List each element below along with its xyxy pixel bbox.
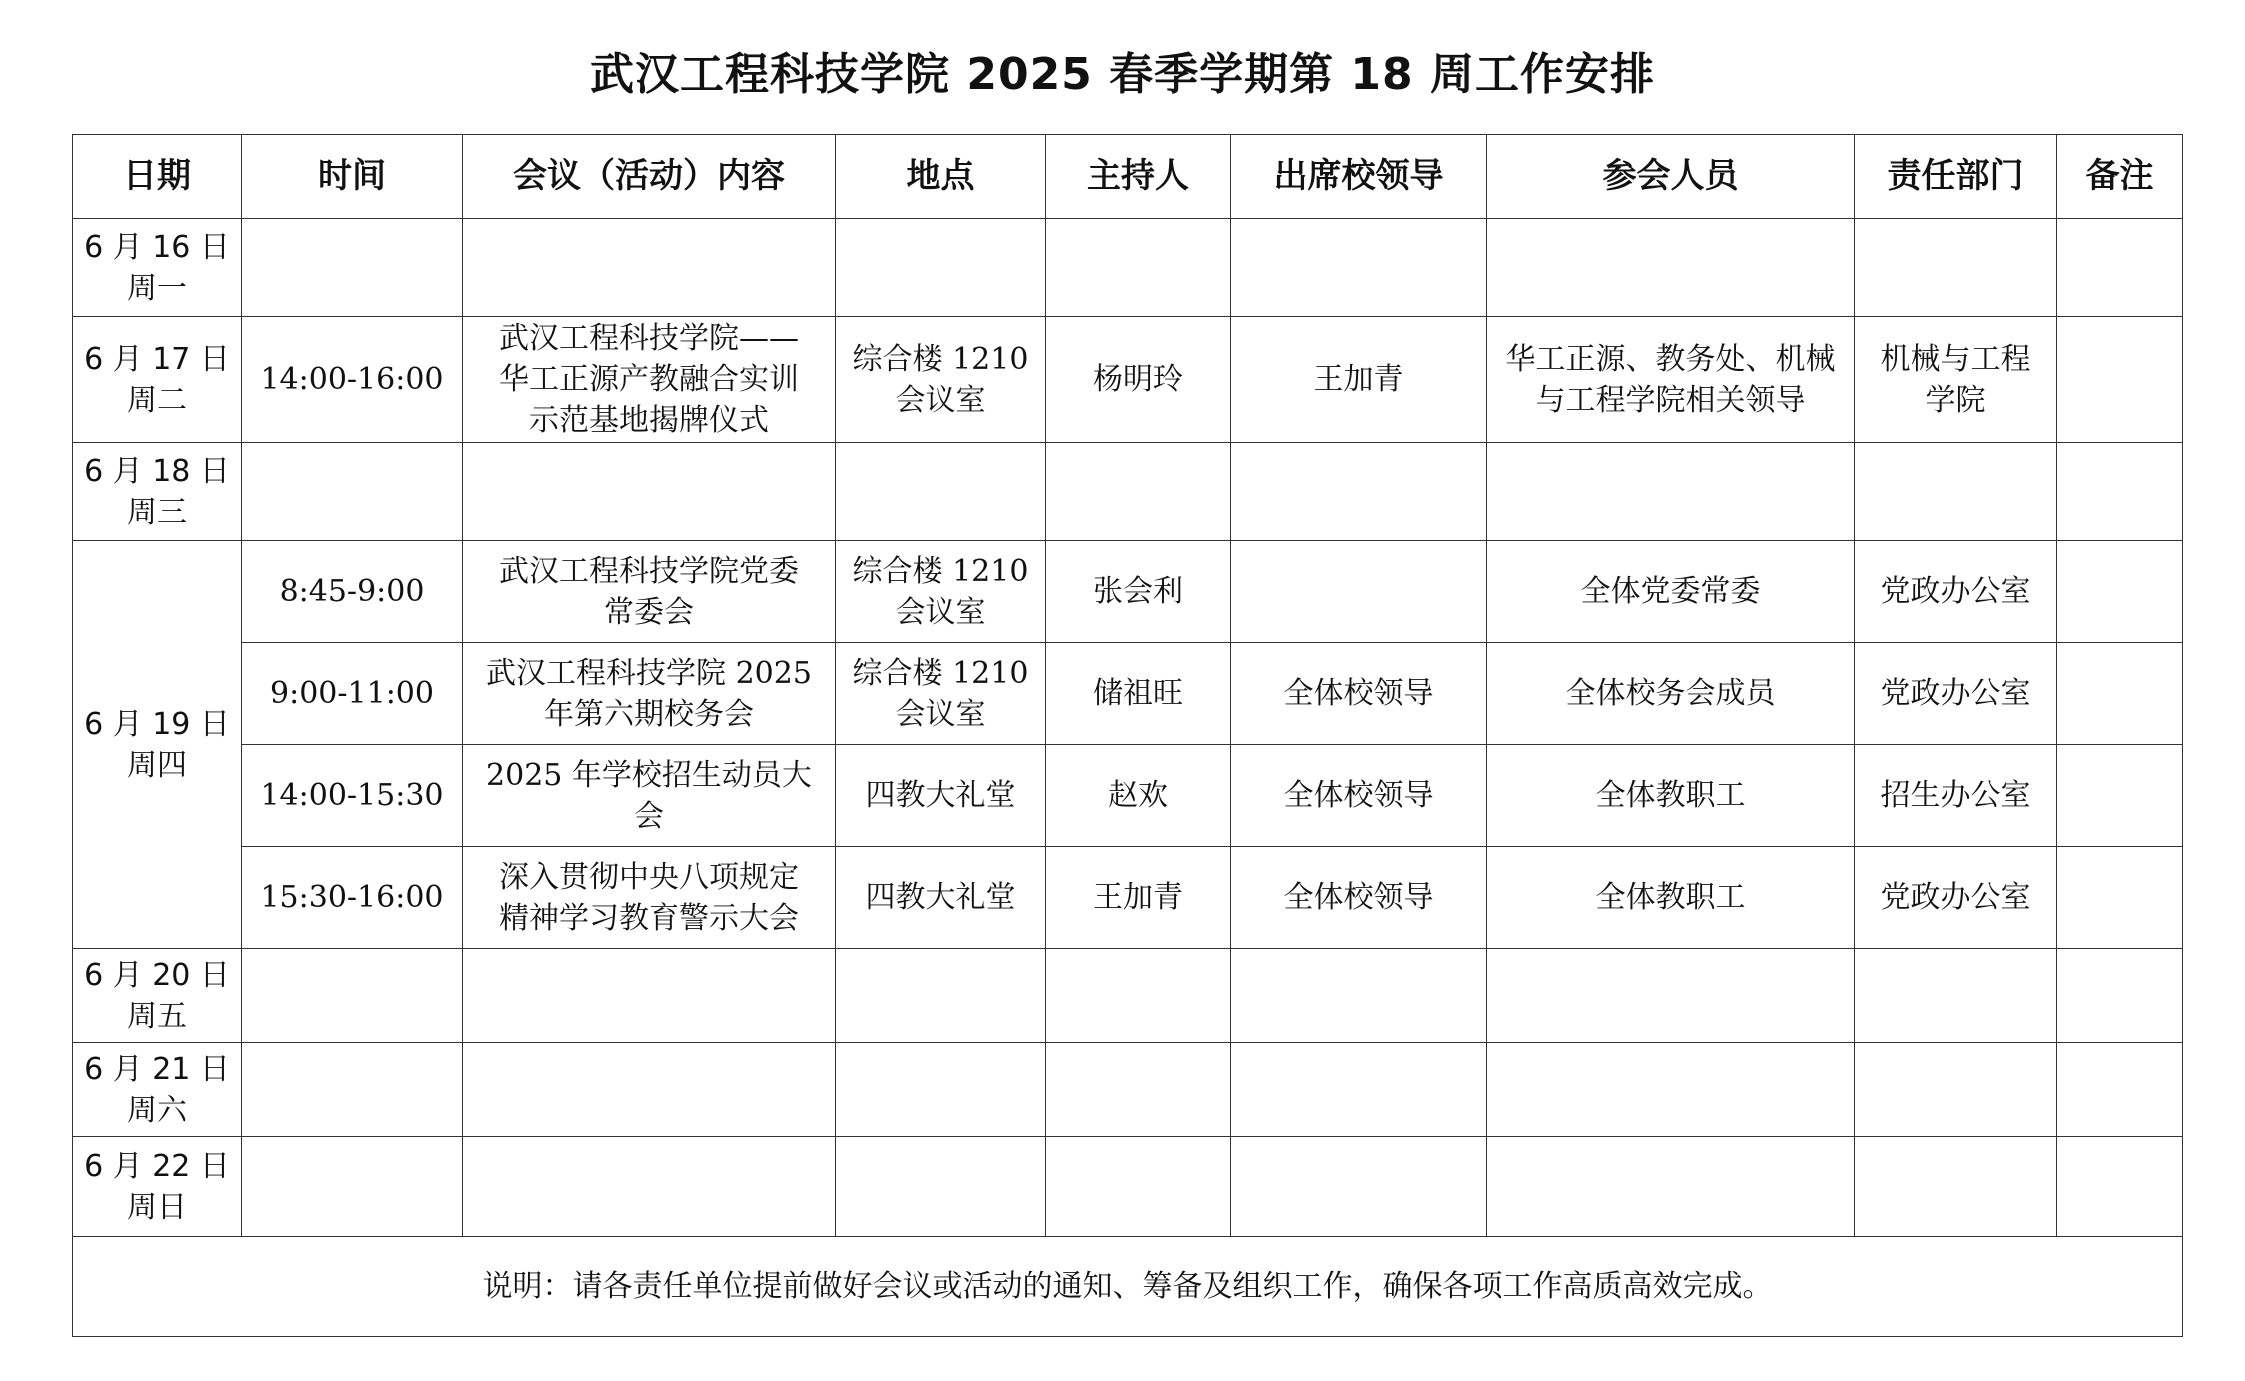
content-line: 华工正源产教融合实训 xyxy=(499,362,799,397)
time-cell: 14:00-16:00 xyxy=(242,317,463,443)
content-cell xyxy=(463,847,836,949)
weekday-text: 周二 xyxy=(127,382,187,418)
attendees-cell xyxy=(1487,1137,1855,1237)
content-line: 会 xyxy=(634,798,664,834)
note-row xyxy=(73,1237,2183,1337)
table-row xyxy=(73,949,2183,1043)
content-cell xyxy=(463,949,836,1043)
host-cell: 杨明玲 xyxy=(1046,317,1231,443)
remark-cell xyxy=(2057,847,2183,949)
content-line: 武汉工程科技学院—— xyxy=(499,321,799,356)
content-line: 武汉工程科技学院党委 xyxy=(499,553,799,589)
remark-cell xyxy=(2057,541,2183,643)
date-cell xyxy=(73,1043,242,1137)
location-line: 综合楼 1210 xyxy=(852,655,1029,691)
location-cell xyxy=(836,1137,1046,1237)
host-cell: 储祖旺 xyxy=(1046,643,1231,745)
location-line: 会议室 xyxy=(895,594,986,630)
leaders-cell xyxy=(1231,443,1487,541)
weekday-text: 周日 xyxy=(127,1189,187,1225)
schedule-table xyxy=(72,134,2183,1337)
remark-cell xyxy=(2057,949,2183,1043)
content-line: 常委会 xyxy=(604,594,694,630)
time-cell xyxy=(242,443,463,541)
remark-cell xyxy=(2057,219,2183,317)
content-cell xyxy=(463,443,836,541)
leaders-cell: 王加青 xyxy=(1231,317,1487,443)
leaders-cell xyxy=(1231,541,1487,643)
department-cell xyxy=(1855,219,2057,317)
department-cell: 招生办公室 xyxy=(1855,745,2057,847)
weekday-text: 周一 xyxy=(127,270,187,306)
table-row xyxy=(73,1043,2183,1137)
department-cell xyxy=(1855,949,2057,1043)
time-cell: 15:30-16:00 xyxy=(242,847,463,949)
host-cell: 张会利 xyxy=(1046,541,1231,643)
date-text: 6 月 18 日 xyxy=(84,453,230,489)
leaders-cell xyxy=(1231,949,1487,1043)
attendees-cell xyxy=(1487,317,1855,443)
header-remark: 备注 xyxy=(2057,135,2183,219)
content-cell xyxy=(463,643,836,745)
header-leaders: 出席校领导 xyxy=(1231,135,1487,219)
content-cell xyxy=(463,317,836,443)
location-line: 会议室 xyxy=(895,382,986,418)
host-cell xyxy=(1046,949,1231,1043)
department-cell: 党政办公室 xyxy=(1855,847,2057,949)
content-cell xyxy=(463,1137,836,1237)
attendees-line: 华工正源、教务处、机械 xyxy=(1505,341,1836,377)
location-cell: 四教大礼堂 xyxy=(836,847,1046,949)
location-cell xyxy=(836,317,1046,443)
table-row xyxy=(73,443,2183,541)
time-cell xyxy=(242,1137,463,1237)
remark-cell xyxy=(2057,1043,2183,1137)
content-line: 年第六期校务会 xyxy=(544,696,754,732)
remark-cell xyxy=(2057,1137,2183,1237)
department-line: 学院 xyxy=(1925,382,1986,418)
host-cell xyxy=(1046,1137,1231,1237)
note-text: 说明：请各责任单位提前做好会议或活动的通知、筹备及组织工作，确保各项工作高质高效完成。 xyxy=(73,1237,2183,1337)
leaders-cell: 全体校领导 xyxy=(1231,745,1487,847)
table-row xyxy=(73,219,2183,317)
weekday-text: 周三 xyxy=(127,494,187,530)
time-cell: 8:45-9:00 xyxy=(242,541,463,643)
content-line: 武汉工程科技学院 2025 xyxy=(486,655,812,691)
attendees-cell xyxy=(1487,443,1855,541)
date-cell xyxy=(73,219,242,317)
location-cell xyxy=(836,219,1046,317)
leaders-cell xyxy=(1231,219,1487,317)
content-line: 深入贯彻中央八项规定 xyxy=(499,859,799,895)
leaders-cell xyxy=(1231,1137,1487,1237)
attendees-line: 与工程学院相关领导 xyxy=(1535,382,1806,418)
date-cell xyxy=(73,443,242,541)
remark-cell xyxy=(2057,443,2183,541)
header-host: 主持人 xyxy=(1046,135,1231,219)
header-time: 时间 xyxy=(242,135,463,219)
content-cell xyxy=(463,541,836,643)
date-text: 6 月 21 日 xyxy=(84,1051,230,1087)
time-cell xyxy=(242,219,463,317)
department-cell: 党政办公室 xyxy=(1855,541,2057,643)
table-row xyxy=(73,541,2183,643)
weekday-text: 周六 xyxy=(127,1092,187,1128)
date-text: 6 月 17 日 xyxy=(84,341,230,377)
content-line: 2025 年学校招生动员大 xyxy=(486,757,812,793)
time-cell xyxy=(242,1043,463,1137)
content-cell xyxy=(463,1043,836,1137)
location-cell xyxy=(836,443,1046,541)
leaders-cell: 全体校领导 xyxy=(1231,847,1487,949)
location-cell xyxy=(836,643,1046,745)
department-cell xyxy=(1855,1137,2057,1237)
department-cell: 党政办公室 xyxy=(1855,643,2057,745)
host-cell: 王加青 xyxy=(1046,847,1231,949)
department-cell xyxy=(1855,317,2057,443)
date-text: 6 月 16 日 xyxy=(84,229,230,265)
remark-cell xyxy=(2057,317,2183,443)
remark-cell xyxy=(2057,643,2183,745)
attendees-cell: 全体校务会成员 xyxy=(1487,643,1855,745)
table-row xyxy=(73,317,2183,443)
date-text: 6 月 22 日 xyxy=(84,1148,230,1184)
time-cell: 9:00-11:00 xyxy=(242,643,463,745)
department-cell xyxy=(1855,1043,2057,1137)
location-line: 会议室 xyxy=(895,696,986,732)
page-title: 武汉工程科技学院 2025 春季学期第 18 周工作安排 xyxy=(590,49,1655,100)
attendees-cell xyxy=(1487,949,1855,1043)
content-line: 精神学习教育警示大会 xyxy=(499,900,799,936)
date-text: 6 月 19 日 xyxy=(84,706,230,742)
weekday-text: 周五 xyxy=(127,998,187,1034)
location-cell xyxy=(836,949,1046,1043)
content-line: 示范基地揭牌仪式 xyxy=(529,403,769,438)
date-cell xyxy=(73,1137,242,1237)
location-cell xyxy=(836,541,1046,643)
location-cell: 四教大礼堂 xyxy=(836,745,1046,847)
attendees-cell: 全体教职工 xyxy=(1487,847,1855,949)
leaders-cell: 全体校领导 xyxy=(1231,643,1487,745)
time-cell: 14:00-15:30 xyxy=(242,745,463,847)
header-date: 日期 xyxy=(73,135,242,219)
table-row xyxy=(73,643,2183,745)
location-line: 综合楼 1210 xyxy=(852,341,1029,377)
attendees-cell xyxy=(1487,219,1855,317)
remark-cell xyxy=(2057,745,2183,847)
header-content: 会议（活动）内容 xyxy=(463,135,836,219)
content-cell xyxy=(463,219,836,317)
date-cell xyxy=(73,541,242,949)
department-cell xyxy=(1855,443,2057,541)
header-attendees: 参会人员 xyxy=(1487,135,1855,219)
location-line: 综合楼 1210 xyxy=(852,553,1029,589)
weekday-text: 周四 xyxy=(127,747,187,783)
attendees-cell: 全体教职工 xyxy=(1487,745,1855,847)
host-cell: 赵欢 xyxy=(1046,745,1231,847)
header-location: 地点 xyxy=(836,135,1046,219)
host-cell xyxy=(1046,219,1231,317)
attendees-cell: 全体党委常委 xyxy=(1487,541,1855,643)
host-cell xyxy=(1046,443,1231,541)
date-cell xyxy=(73,949,242,1043)
header-department: 责任部门 xyxy=(1855,135,2057,219)
location-cell xyxy=(836,1043,1046,1137)
host-cell xyxy=(1046,1043,1231,1137)
time-cell xyxy=(242,949,463,1043)
attendees-cell xyxy=(1487,1043,1855,1137)
leaders-cell xyxy=(1231,1043,1487,1137)
date-text: 6 月 20 日 xyxy=(84,957,230,993)
table-row xyxy=(73,1137,2183,1237)
table-row xyxy=(73,745,2183,847)
content-cell xyxy=(463,745,836,847)
header-row xyxy=(73,135,2183,219)
date-cell xyxy=(73,317,242,443)
department-line: 机械与工程 xyxy=(1880,341,2031,377)
table-row xyxy=(73,847,2183,949)
